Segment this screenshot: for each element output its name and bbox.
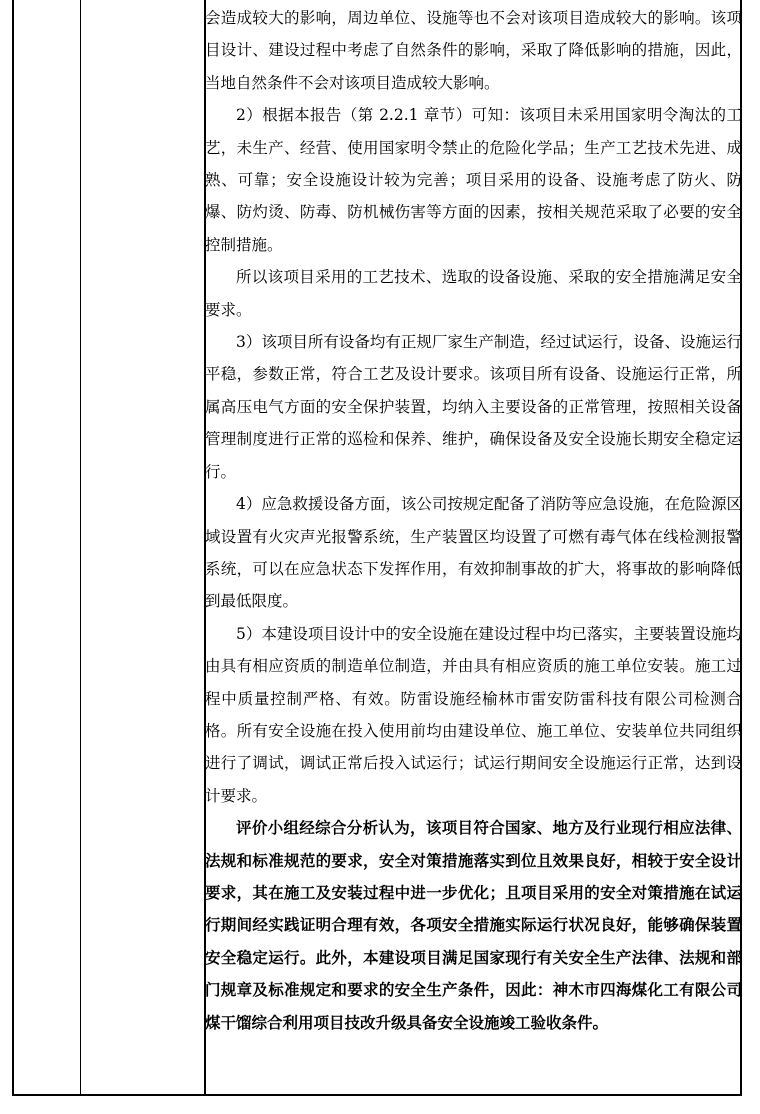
paragraph-item-4-emergency: 4）应急救援设备方面，该公司按规定配备了消防等应急设施，在危险源区域设置有火灾声光报警系统，生产装置区均设置了可燃有毒气体在线检测报警系统，可以在应急状态下发挥作用，有效抑制事故的扩大，将事故的影响降低到最低限度。	[205, 495, 742, 611]
paragraph-item-3-equipment: 3）该项目所有设备均有正规厂家生产制造，经过试运行，设备、设施运行平稳，参数正常，符合工艺及设计要求。该项目所有设备、设施运行正常，所属高压电气方面的安全保护装置，均纳入主要设备的正常管理，按照相关设备管理制度进行正常的巡检和保养、维护，确保设备及安全设施长期安全稳定运行。	[205, 333, 742, 481]
paragraph-process-conclusion: 所以该项目采用的工艺技术、选取的设备设施、采取的安全措施满足安全要求。	[205, 268, 742, 319]
paragraph-final-conclusion: 评价小组经综合分析认为，该项目符合国家、地方及行业现行相应法律、法规和标准规范的要求，安全对策措施落实到位且效果良好，相较于安全设计要求，其在施工及安装过程中进一步优化；且项目采用的安全对策措施在试运行期间经实践证明合理有效，各项安全措施实际运行状况良好，能够确保装置安全稳定运行。此外，本建设项目满足国家现行有关安全生产法律、法规和部门规章及标准规定和要求的安全生产条件，因此：神木市四海煤化工有限公司煤干馏综合利用项目技改升级具备安全设施竣工验收条件。	[205, 818, 742, 1032]
paragraph-item-5-construction: 5）本建设项目设计中的安全设施在建设过程中均已落实，主要装置设施均由具有相应资质的制造单位制造，并由具有相应资质的施工单位安装。施工过程中质量控制严格、有效。防雷设施经榆林市雷安防雷科技有限公司检测合格。所有安全设施在投入使用前均由建设单位、施工单位、安装单位共同组织进行了调试，调试正常后投入试运行；试运行期间安全设施运行正常，达到设计要求。	[205, 624, 742, 805]
table-column-divider-1	[80, 0, 81, 1094]
paragraph-natural-conditions: 会造成较大的影响，周边单位、设施等也不会对该项目造成较大的影响。该项目设计、建设过程中考虑了自然条件的影响，采取了降低影响的措施，因此，当地自然条件不会对该项目造成较大影响。	[205, 9, 742, 92]
paragraph-item-2-process-compliance: 2）根据本报告（第 2.2.1 章节）可知：该项目未采用国家明令淘汰的工艺，未生产、经营、使用国家明令禁止的危险化学品；生产工艺技术先进、成熟、可靠；安全设施设计较为完善；项目采用的设备、设施考虑了防火、防爆、防灼烫、防毒、防机械伤害等方面的因素，按相关规范采取了必要的安全控制措施。	[205, 106, 742, 254]
evaluation-content-cell	[205, 2, 742, 1039]
